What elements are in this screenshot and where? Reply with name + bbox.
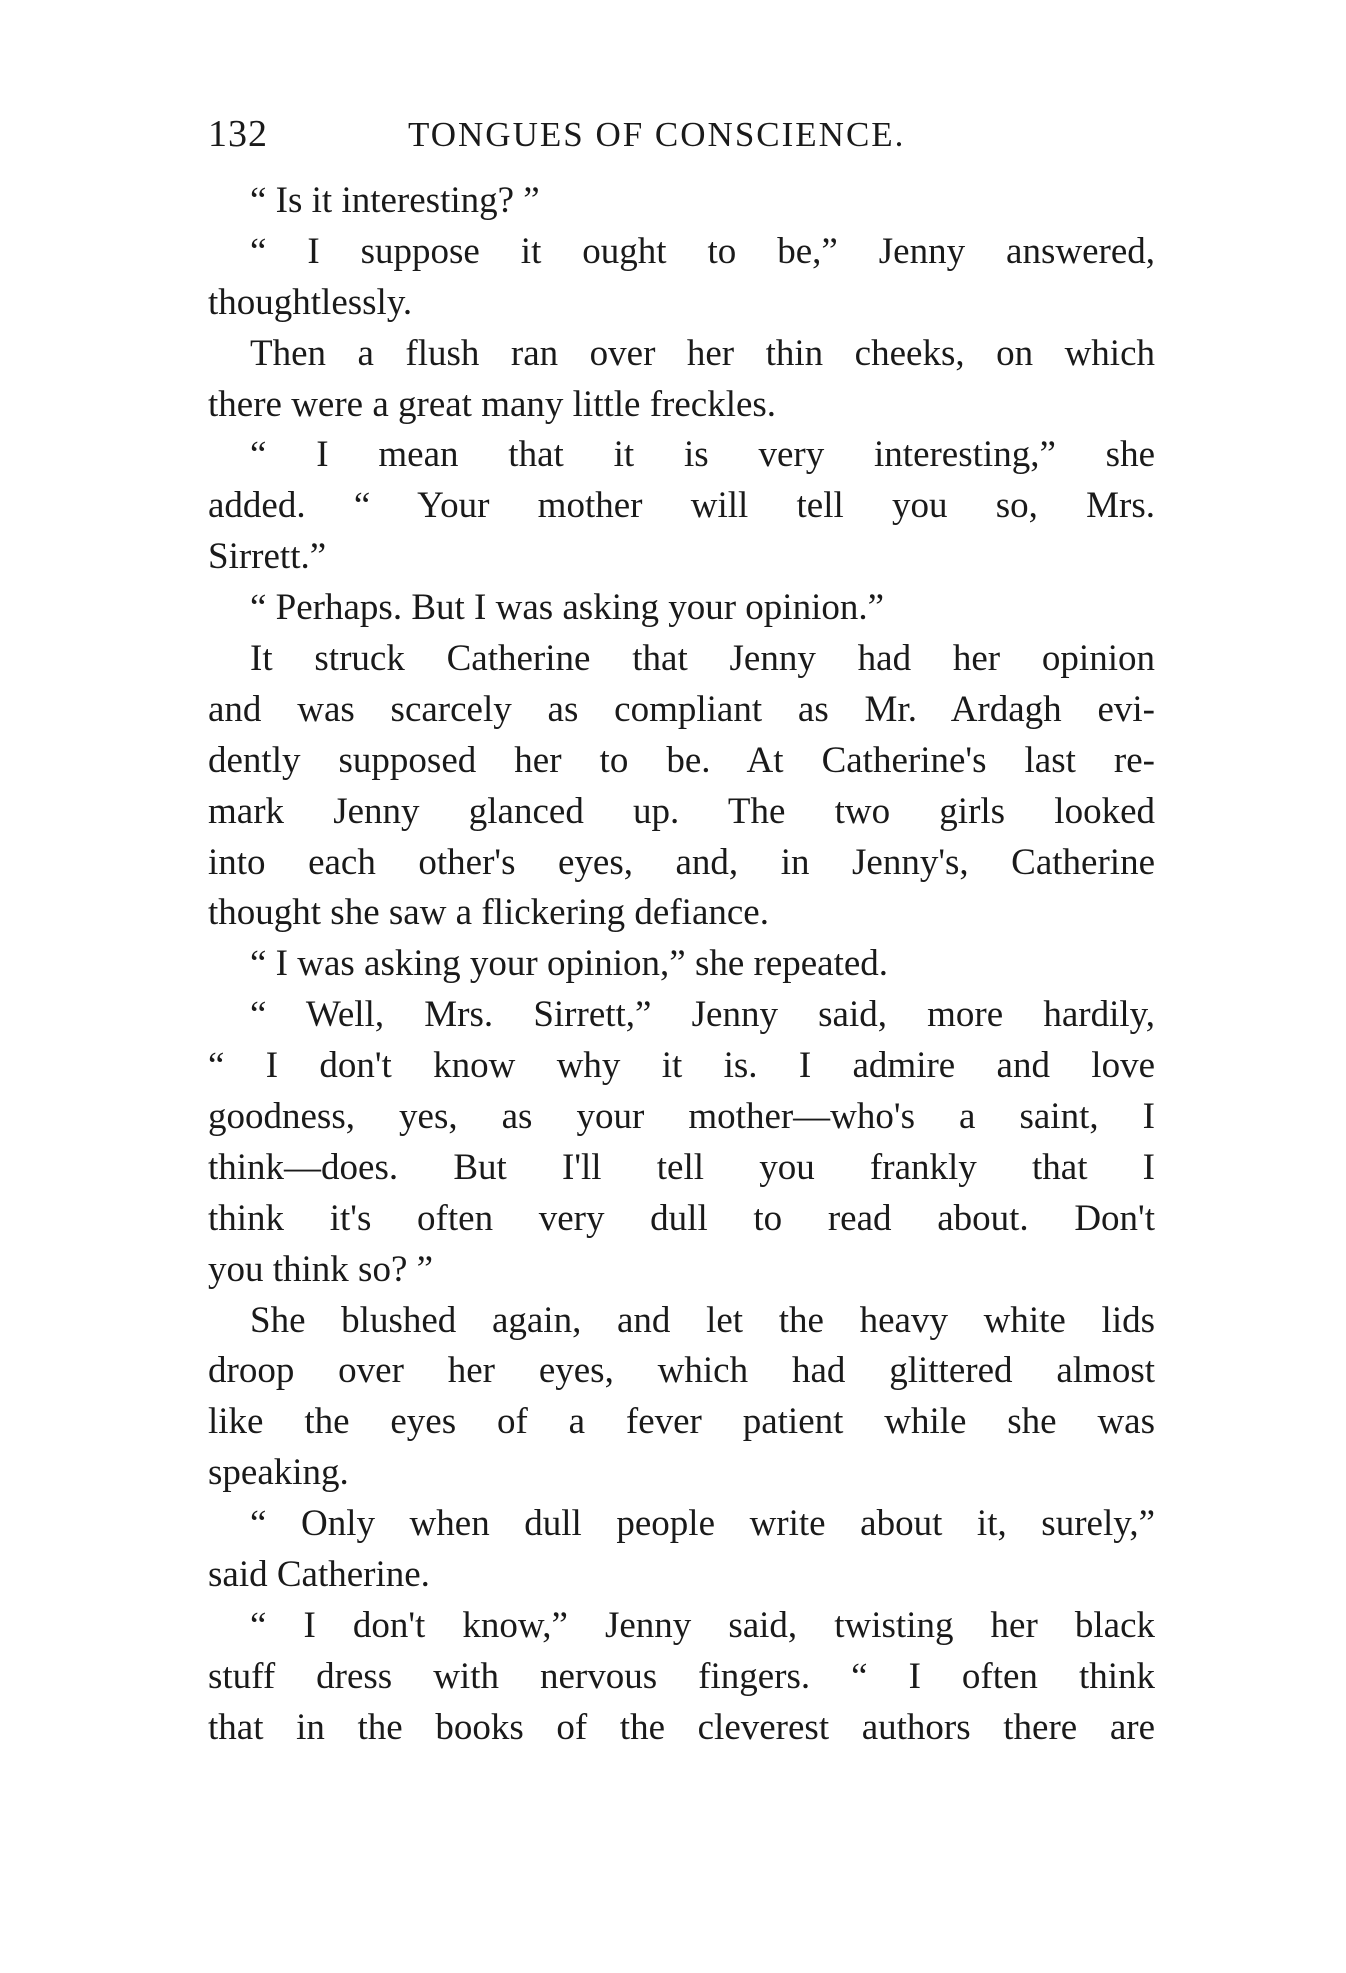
book-page — [208, 112, 1155, 1754]
text-line: “ I don't know why it is. I admire and love — [208, 1045, 1155, 1087]
running-head — [208, 112, 1155, 170]
text-line: added. “ Your mother will tell you so, Mrs. — [208, 485, 1155, 527]
text-line: “ I mean that it is very interesting,” she — [250, 434, 1155, 476]
text-line: “ I suppose it ought to be,” Jenny answered, — [250, 230, 1155, 272]
text-line: Then a flush ran over her thin cheeks, on which — [250, 332, 1155, 374]
text-line: there were a great many little freckles. — [208, 383, 777, 425]
text-line: think it's often very dull to read about. Don't — [208, 1197, 1155, 1239]
text-line: into each other's eyes, and, in Jenny's, Catherine — [208, 841, 1155, 883]
text-line: “ I don't know,” Jenny said, twisting her black — [250, 1604, 1155, 1646]
text-line: dently supposed her to be. At Catherine's last re- — [208, 739, 1155, 781]
text-line: She blushed again, and let the heavy white lids — [250, 1299, 1155, 1341]
text-line: thoughtlessly. — [208, 281, 413, 323]
text-line: “ Is it interesting? ” — [250, 180, 540, 221]
text-line: droop over her eyes, which had glittered almost — [208, 1350, 1155, 1392]
page-number: 132 — [208, 113, 268, 155]
text-line: and was scarcely as compliant as Mr. Ardagh evi- — [208, 688, 1155, 730]
text-line: speaking. — [208, 1452, 349, 1494]
text-line: thought she saw a flickering defiance. — [208, 892, 769, 934]
text-line: you think so? ” — [208, 1248, 434, 1290]
running-title: TONGUES OF CONSCIENCE. — [408, 115, 906, 154]
text-line: Sirrett.” — [208, 536, 327, 578]
text-line: stuff dress with nervous fingers. “ I often think — [208, 1655, 1155, 1697]
text-line: mark Jenny glanced up. The two girls looked — [208, 790, 1155, 832]
text-line: “ Perhaps. But I was asking your opinion.” — [250, 587, 885, 629]
text-line: said Catherine. — [208, 1554, 430, 1596]
text-line: “ I was asking your opinion,” she repeated. — [250, 943, 889, 985]
text-line: “ Well, Mrs. Sirrett,” Jenny said, more hardily, — [250, 994, 1155, 1036]
text-line: “ Only when dull people write about it, surely,” — [250, 1503, 1155, 1545]
text-line: It struck Catherine that Jenny had her opinion — [250, 638, 1155, 680]
text-line: like the eyes of a fever patient while she was — [208, 1401, 1155, 1443]
text-line: goodness, yes, as your mother—who's a saint, I — [208, 1096, 1155, 1138]
body-text — [208, 176, 1155, 1754]
text-line: think—does. But I'll tell you frankly that I — [208, 1146, 1155, 1188]
text-line: that in the books of the cleverest authors there are — [208, 1706, 1155, 1748]
